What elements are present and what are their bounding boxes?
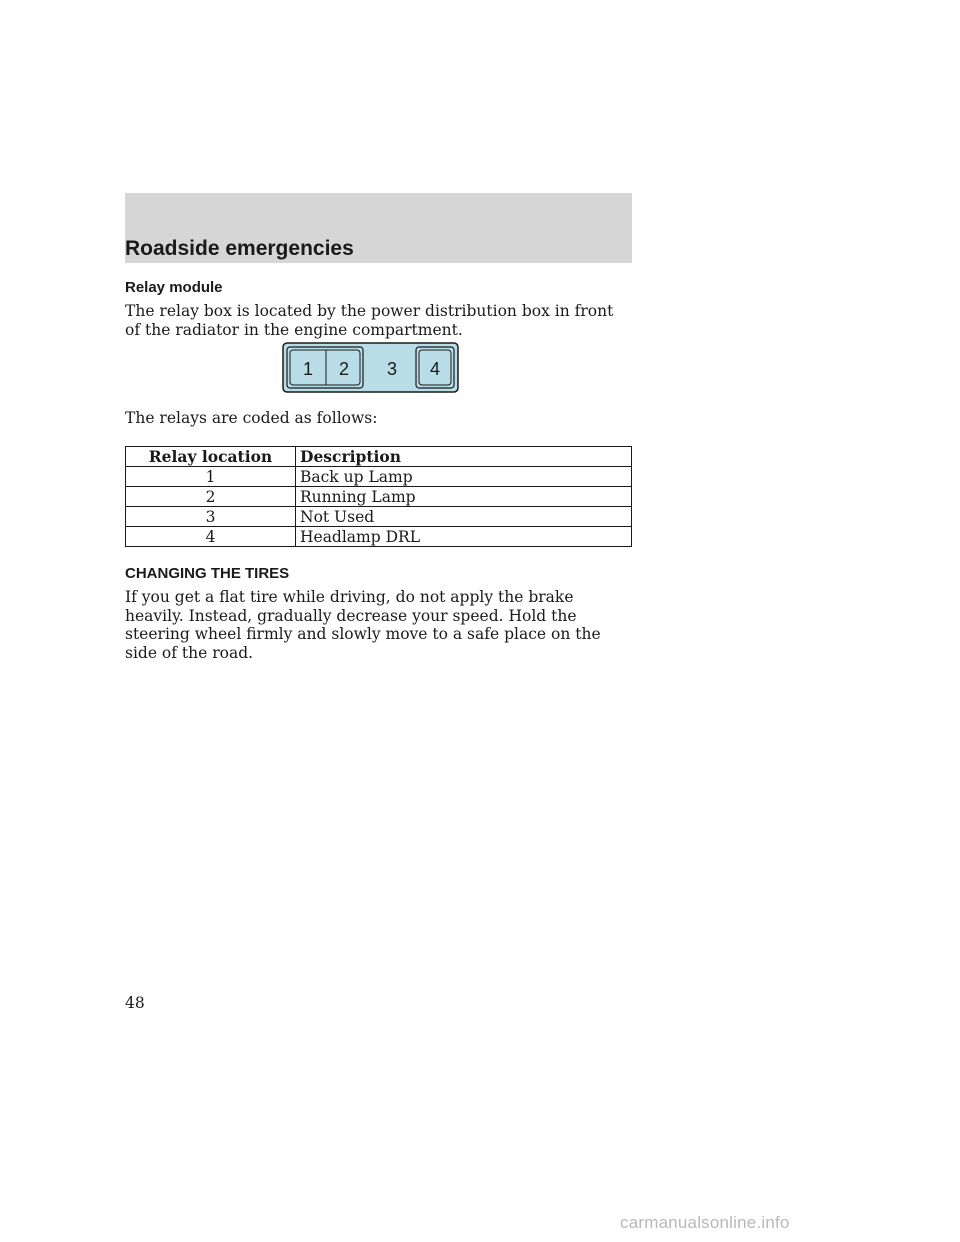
relay-location-cell: 1: [126, 467, 296, 487]
relay-label-2: 2: [338, 359, 350, 379]
relay-module-heading: Relay module: [125, 279, 223, 296]
relay-label-4: 4: [429, 359, 441, 379]
changing-tires-paragraph: If you get a flat tire while driving, do not apply the brake heavily. Instead, gradually decrease your speed. Hold the steering wheel firmly and slowly move to a safe place on the side of the road.: [125, 588, 601, 662]
relay-label-1: 1: [302, 359, 314, 379]
relay-table: [125, 446, 632, 547]
relay-location-cell: 4: [126, 527, 296, 547]
relay-description-cell: Headlamp DRL: [296, 527, 632, 547]
section-header-band: [125, 193, 632, 263]
table-header-description: Description: [296, 447, 632, 467]
relay-description-cell: Back up Lamp: [296, 467, 632, 487]
relay-description-cell: Running Lamp: [296, 487, 632, 507]
changing-tires-heading: CHANGING THE TIRES: [125, 565, 290, 582]
relay-box-diagram: [282, 342, 459, 393]
page-number: 48: [125, 994, 145, 1012]
table-header-location: Relay location: [126, 447, 296, 467]
relay-label-3: 3: [386, 359, 398, 379]
relay-intro-paragraph: The relay box is located by the power distribution box in front of the radiator in the engine compartment.: [125, 302, 614, 339]
watermark-text: carmanualsonline.info: [620, 1213, 790, 1232]
table-row: [126, 467, 632, 487]
relay-location-cell: 3: [126, 507, 296, 527]
section-title: Roadside emergencies: [125, 237, 354, 260]
table-row: [126, 487, 632, 507]
table-row: [126, 527, 632, 547]
table-row: [126, 507, 632, 527]
relay-location-cell: 2: [126, 487, 296, 507]
table-header-row: [126, 447, 632, 467]
relay-description-cell: Not Used: [296, 507, 632, 527]
relay-coded-text: The relays are coded as follows:: [125, 409, 378, 427]
